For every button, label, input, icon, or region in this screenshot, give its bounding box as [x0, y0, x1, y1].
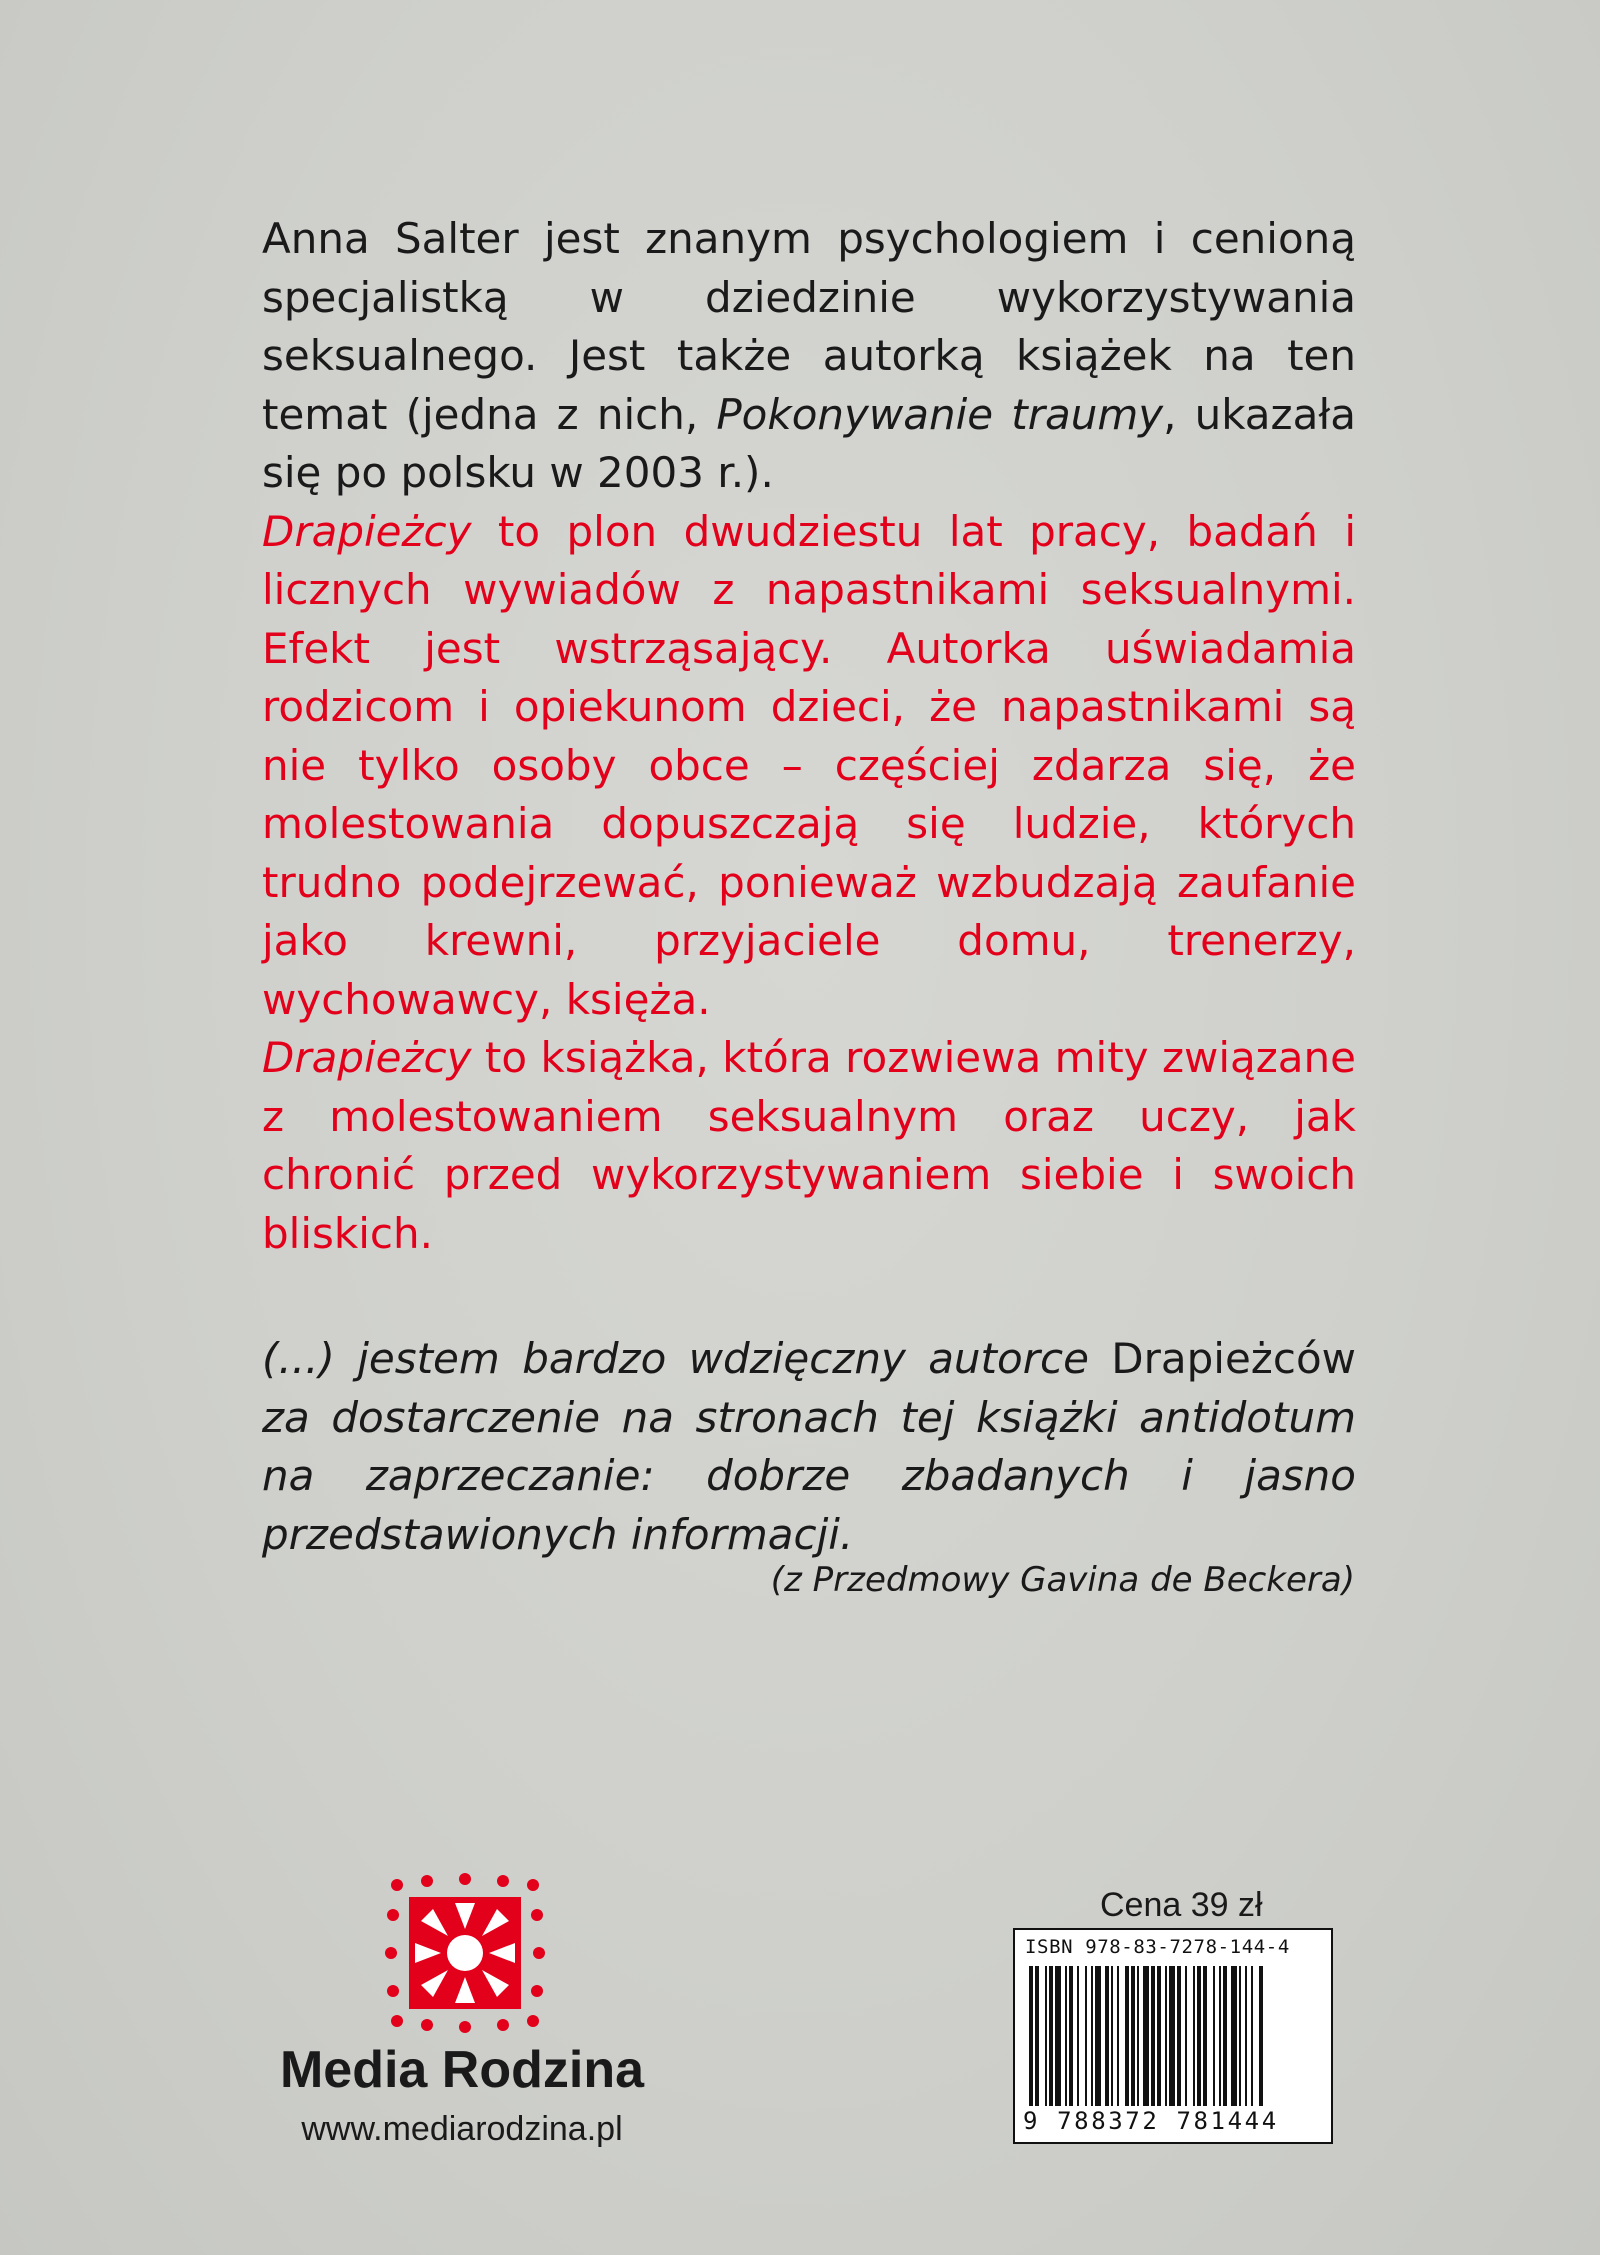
quote-text-start: (...) jestem bardzo wdzięczny autorce: [262, 1334, 1112, 1383]
quote-attribution: (z Przedmowy Gavina de Beckera): [770, 1560, 1355, 1600]
book-summary-text: to plon dwudziestu lat pracy, badań i licznych wywiadów z napastnikami seksualnymi. Efekt jest wstrząsający. Autorka uświadamia rodzicom i opiekunom dzieci, że napastnikami są nie tylko osoby obce – częściej zdarza się, że molestowania dopuszczają się ludzie, których trudno podejrzewać, ponieważ wzbudzają zaufanie jako krewni, przyjaciele domu, trenerzy, wychowawcy, księża.: [262, 506, 1356, 1024]
book-title-italic: Pokonywanie traumy: [716, 389, 1164, 439]
barcode-bar: [1077, 1966, 1079, 2106]
barcode-bar: [1239, 1966, 1241, 2106]
barcode-bar: [1197, 1966, 1201, 2106]
barcode-bar: [1245, 1966, 1247, 2106]
barcode-bar: [1035, 1966, 1039, 2106]
barcode-bar: [1069, 1966, 1073, 2106]
ean-digits: 9 788372 781444: [1023, 2107, 1279, 2135]
book-summary-paragraph: [262, 503, 1356, 1030]
barcode-bar: [1219, 1966, 1221, 2106]
barcode-bar: [1223, 1966, 1227, 2106]
barcode-bar: [1137, 1966, 1139, 2106]
barcode-bar: [1143, 1966, 1149, 2106]
publisher-name: Media Rodzina: [279, 2041, 645, 2099]
barcode-bar: [1169, 1966, 1175, 2106]
barcode-bar: [1177, 1966, 1181, 2106]
description-text: [262, 210, 1356, 1263]
book-purpose-paragraph: [262, 1029, 1356, 1263]
barcode-bars: [1025, 1966, 1321, 2106]
barcode-bar: [1193, 1966, 1195, 2106]
barcode-bar: [1117, 1966, 1119, 2106]
author-bio-paragraph: [262, 210, 1356, 503]
barcode-bar: [1049, 1966, 1053, 2106]
barcode-bar: [1055, 1966, 1061, 2106]
barcode-bar: [1111, 1966, 1113, 2106]
barcode-bar: [1045, 1966, 1047, 2106]
barcode-bar: [1029, 1966, 1033, 2106]
price-label: Cena 39 zł: [1100, 1886, 1263, 1924]
barcode-bar: [1065, 1966, 1067, 2106]
barcode-bar: [1091, 1966, 1093, 2106]
barcode-bar: [1095, 1966, 1101, 2106]
barcode-bar: [1203, 1966, 1207, 2106]
barcode-bar: [1085, 1966, 1087, 2106]
author-bio-text: Anna Salter jest znanym psychologiem i cenioną specjalistką w dziedzinie wykorzystywania seksualnego. Jest także autorką książek na ten temat (jedna z nich,: [262, 214, 1356, 439]
barcode-bar: [1105, 1966, 1109, 2106]
book-title-italic: Drapieżcy: [262, 506, 472, 556]
barcode-bar: [1251, 1966, 1253, 2106]
barcode-bar: [1151, 1966, 1155, 2106]
barcode-bar: [1213, 1966, 1215, 2106]
barcode-bar: [1125, 1966, 1129, 2106]
isbn-barcode: [1013, 1928, 1333, 2144]
isbn-number: ISBN 978-83-7278-144-4: [1025, 1936, 1290, 1958]
barcode-bar: [1231, 1966, 1237, 2106]
author-bio-text-end: , ukazała się po polsku w 2003 r.).: [262, 389, 1356, 497]
barcode-bar: [1185, 1966, 1187, 2106]
barcode-bar: [1259, 1966, 1263, 2106]
book-purpose-text: to książka, która rozwiewa mity związane z molestowaniem seksualnym oraz uczy, jak chronić przed wykorzystywaniem siebie i swoich bliskich.: [262, 1033, 1356, 1258]
publisher-logo-icon: [385, 1873, 545, 2033]
foreword-quote: [262, 1330, 1356, 1564]
barcode-bar: [1165, 1966, 1167, 2106]
quote-book-title: Drapieżców: [1111, 1334, 1356, 1383]
quote-text-end: za dostarczenie na stronach tej książki antidotum na zaprzeczanie: dobrze zbadanych i jasno przedstawionych informacji.: [262, 1392, 1356, 1559]
publisher-url: www.mediarodzina.pl: [301, 2110, 623, 2148]
barcode-bar: [1131, 1966, 1135, 2106]
book-title-italic: Drapieżcy: [262, 1033, 472, 1082]
barcode-bar: [1157, 1966, 1161, 2106]
